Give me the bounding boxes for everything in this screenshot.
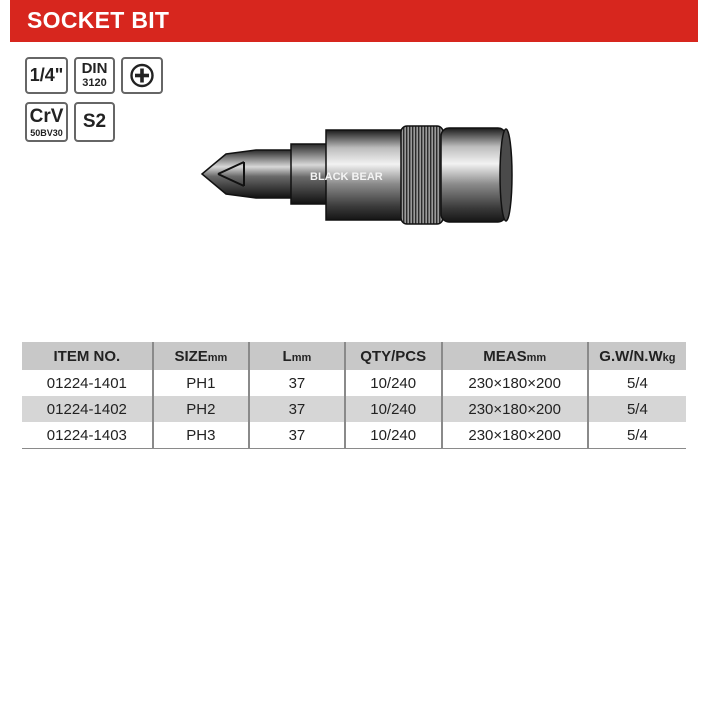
weight-cell: 5/4 [588,422,686,449]
socket-bit-image [196,110,526,240]
phillips-tip-badge [121,57,163,94]
weight-cell: 5/4 [588,396,686,422]
qty-cell: 10/240 [345,396,442,422]
page-title: SOCKET BIT [27,7,170,33]
table-header-row [22,342,686,370]
brand-engraving: BLACK BEAR [310,171,383,183]
meas-cell: 230×180×200 [442,396,588,422]
phillips-plus-icon [123,59,161,92]
item-no-cell: 01224-1403 [22,422,153,449]
qty-cell: 10/240 [345,370,442,396]
meas-cell: 230×180×200 [442,422,588,449]
col-header: QTY/PCS [345,342,442,370]
size-cell: PH3 [153,422,249,449]
item-no-cell: 01224-1402 [22,396,153,422]
spec-table [22,342,686,449]
qty-cell: 10/240 [345,422,442,449]
size-cell: PH2 [153,396,249,422]
col-header: SIZEmm [153,342,249,370]
col-header: ITEM NO. [22,342,153,370]
material-grade-label: 50BV30 [30,128,63,138]
size-cell: PH1 [153,370,249,396]
material-label: CrV [29,106,64,127]
meas-cell: 230×180×200 [442,370,588,396]
drive-size-label: 1/4" [29,65,64,85]
steel-grade-label: S2 [82,111,107,132]
length-cell: 37 [249,396,345,422]
steel-grade-badge [74,102,115,142]
length-cell: 37 [249,370,345,396]
item-no-cell: 01224-1401 [46,374,127,392]
col-header: MEASmm [442,342,588,370]
din-number: 3120 [82,77,107,89]
length-cell: 37 [249,422,345,449]
col-header: G.W/N.Wkg [588,342,686,370]
table-row [22,370,686,396]
header-bar [10,0,698,42]
din-standard-badge [74,57,115,94]
din-label: DIN [81,60,108,77]
material-badge [25,102,68,142]
table-row [22,422,686,449]
drive-size-badge [25,57,68,94]
col-header: Lmm [249,342,345,370]
weight-cell: 5/4 [588,370,686,396]
table-row [22,396,686,422]
